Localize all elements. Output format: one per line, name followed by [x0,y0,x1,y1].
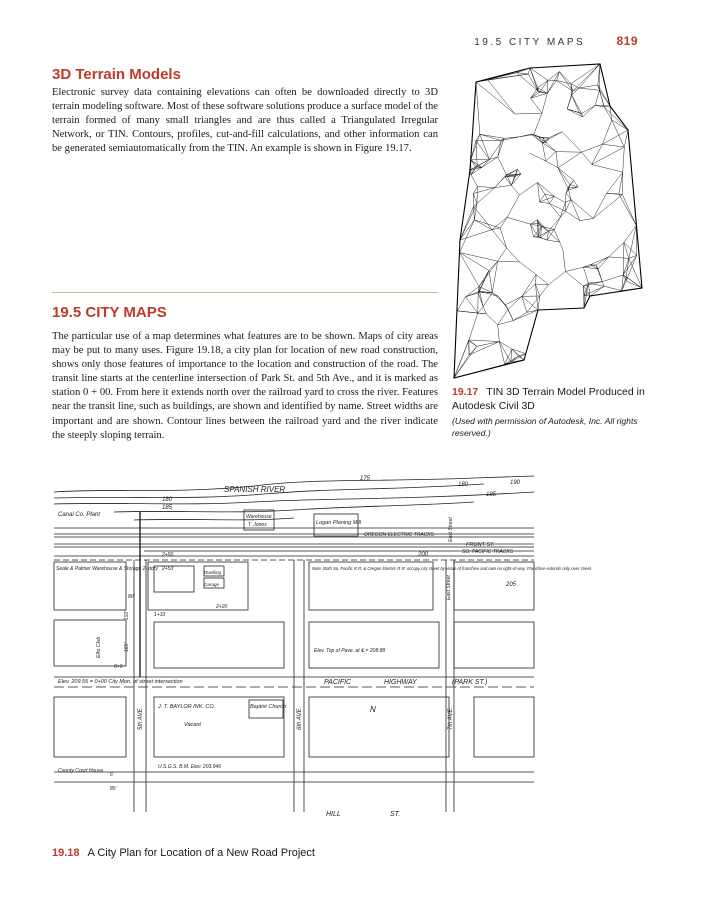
tin-edge [476,141,489,160]
dwelling-label: Dwelling [204,570,222,575]
tin-edge [602,120,611,144]
figure-19-18-title: A City Plan for Location of a New Road Project [87,847,315,859]
tin-edge [517,73,528,74]
tin-edge [584,295,590,296]
tin-edge [540,202,550,203]
tin-edge [478,293,483,307]
tin-edge [474,220,492,230]
figure-19-17-number: 19.17 [452,386,479,398]
tin-edge [579,88,600,90]
tin-edge [588,283,604,286]
tin-edge [475,159,489,167]
tin-edge [592,147,625,164]
tin-edge [483,307,486,314]
warehouse-label: Warehouse [246,514,272,520]
figure-19-18-number: 19.18 [52,847,80,859]
tin-edge [596,257,609,265]
tin-edge [487,80,514,114]
tin-edge [492,230,506,248]
section-divider [52,292,438,293]
tin-edge [606,172,622,193]
tin-edge [499,342,504,365]
contour-175-label: 175 [360,476,371,482]
tin-edge [471,175,478,187]
tin-edge [460,230,492,240]
tin-edge [582,105,596,113]
tin-edge [478,187,495,188]
tin-edge [595,90,599,105]
tin-edge [476,82,515,114]
tin-edge [588,282,602,283]
tin-edge [505,305,513,321]
tin-edge [538,80,548,87]
tin-edge [479,270,489,286]
station-1-33: 1+33 [154,612,166,618]
tin-edge [480,134,490,159]
section-title: 19.5 CITY MAPS [474,37,586,48]
tin-terrain-figure [450,60,646,378]
tin-edge [604,107,612,120]
tin-edge [492,293,498,297]
tin-edge [556,152,582,153]
tin-edge [531,92,540,98]
tin-edge [477,342,499,347]
tin-edge [508,296,522,309]
tin-edge [593,195,622,219]
tin-edge [547,80,548,93]
tin-edge [573,88,579,91]
page-number: 819 [616,34,638,48]
tin-edge [507,217,530,224]
tin-edge [563,249,566,271]
tin-edge [624,130,628,147]
contour-185-label: 185 [162,505,173,511]
planing-mill-label: Logan Planing Mill [316,520,361,526]
tin-edge [478,307,483,313]
park-st-label: (PARK ST.) [452,679,488,686]
tin-edge [554,196,565,202]
garage-label: Garage [204,582,220,587]
dim-85: 85' [110,786,117,792]
tin-edge [489,270,492,292]
tin-edge [558,168,568,188]
tin-edge [547,81,556,94]
hill-st-label: HILL [326,811,341,818]
station-2-53: 2+53 [162,566,174,572]
tin-edge [473,194,477,204]
tin-edge [515,113,542,114]
tin-edge [530,224,538,236]
tin-edge [604,107,628,130]
tin-edge [626,281,642,288]
east-street-label-2: East Street [446,575,452,600]
tin-edge [466,291,480,297]
tin-edge [602,144,624,147]
tin-edge [558,168,570,185]
tin-edge [583,267,588,283]
tin-edge [513,310,538,321]
tin-edge [469,346,477,355]
tin-edge [469,340,499,342]
elev-top-pave-label: Elev. Top of Pave. at ℄ = 208.88 [314,648,386,654]
tin-edge [530,224,533,237]
courthouse-label: County Court House [58,768,104,774]
tin-edge [535,284,548,285]
tin-edge [572,95,579,112]
figure-19-17-title: TIN 3D Terrain Model Produced in Autodesk Civil 3D [452,386,645,412]
contour-190-label: 190 [510,480,521,486]
tin-edge [565,272,583,287]
tin-edge [469,341,477,347]
tin-edge [530,153,546,161]
tin-edge [483,293,492,307]
tin-edge [590,257,609,265]
tin-edge [477,187,478,204]
tin-edge [623,258,629,275]
oregon-tracks-label: OREGON ELECTRIC TRACKS [364,532,435,538]
highway-label: HIGHWAY [384,679,417,686]
tin-edge [512,349,524,360]
tin-edge [604,286,622,290]
elks-club-label: Elks Club [96,636,102,658]
dim-150: 150' [124,610,130,620]
tin-edge [498,261,520,262]
tin-edge [558,152,582,168]
usgs-bm-label: U.S.G.S. B.M. Elev. 203.946 [158,764,221,770]
franchise-note: Note: Both So. Pacific R.R. & Oregon Electric R.R. occupy city street by virtue of franchise and own no right-of-way. Franchise extends only over street. [312,566,593,571]
tin-edge [531,98,542,113]
tin-edge [580,219,593,221]
st-label: ST. [390,811,401,818]
tin-edge [598,257,609,269]
tin-edge [520,262,537,275]
tin-edge [474,220,500,228]
tin-edge [582,144,603,152]
tin-edge [602,130,628,144]
seale-palmer-label: Seale & Palmer Warehouse & Storage 2-story [56,566,158,572]
tin-edge [500,217,507,228]
tin-edge [536,275,548,285]
contour-200-label: 200 [418,552,429,558]
tin-edge [498,325,500,342]
tin-edge [596,265,602,282]
tin-edge [562,132,581,153]
tin-edge [457,297,465,311]
station-2-50: 2+50 [162,552,174,558]
jones-label: T. Jones [248,522,267,528]
figure-19-18-caption [52,847,315,859]
elev-monument-label: Elev. 209.55 = 0+00 City Mon. of street intersection [58,679,183,685]
contour-185b-label: 185 [486,492,497,498]
tin-edge [471,160,476,167]
tin-edge [560,242,563,249]
tin-edge [466,287,480,297]
tin-edge [546,152,556,161]
tin-edge [547,72,559,94]
dim-80: 80' [128,594,135,600]
tin-edge [530,68,548,80]
map-river-label: SPANISH RIVER [224,485,286,494]
pacific-label: PACIFIC [324,679,352,686]
tin-edge [492,293,505,305]
tin-edge [623,242,624,275]
vacant-label: Vacant [184,722,201,728]
tin-edge [479,291,483,306]
tin-edge [500,228,506,248]
tin-edge [469,313,478,340]
tin-edge [567,95,572,109]
tin-edge [602,282,604,287]
tin-edge [498,157,507,175]
tin-edge [471,160,482,167]
tin-edge [602,275,623,282]
figure-19-17-credit: (Used with permission of Autodesk, Inc. All rights reserved.) [452,416,638,438]
tin-edge [609,257,629,259]
heading-terrain-models: 3D Terrain Models [52,66,181,83]
contour-205-label: 205 [506,582,517,588]
tin-edge [549,272,566,285]
tin-edge [609,242,624,256]
dim-165: 165' [124,642,130,652]
tin-edge [478,270,489,292]
sixth-ave-label: 6th AVE. [297,706,303,730]
tin-edge [495,185,511,187]
tin-edge [474,206,492,229]
tin-edge [583,105,596,117]
tin-edge [592,164,623,172]
tin-edge [570,180,574,184]
tin-edge [540,80,548,92]
tin-edge [511,185,519,195]
station-2-20: 2+20 [216,604,228,610]
tin-edge [556,152,558,168]
tin-edge [517,169,520,174]
tin-edge [566,199,571,211]
tin-edge [460,253,489,271]
tin-edge [513,312,527,320]
tin-edge [505,296,522,304]
canal-plant-label: Canal Co. Plant [58,512,101,518]
front-st-label: FRONT ST. [466,542,495,548]
tin-edge [522,296,538,310]
tin-edge [476,82,480,134]
heading-city-maps: 19.5 CITY MAPS [52,304,167,321]
tin-edge [582,152,592,164]
tin-edge [579,85,598,88]
tin-edge [549,203,560,217]
tin-edge [549,203,565,211]
tin-edge [504,137,519,139]
tin-edge [548,72,560,81]
tin-edge [558,168,574,181]
tin-edge [546,143,556,152]
tin-edge [559,72,572,92]
tin-edge [571,199,593,218]
tin-edge [499,342,510,362]
tin-edge [519,182,537,195]
contour-180-label: 180 [162,497,173,503]
tin-edge [542,132,562,143]
tin-edge [546,161,558,168]
tin-edge [593,193,606,218]
tin-edge [540,285,549,296]
tin-edge [623,147,625,172]
tin-edge [460,253,498,262]
tin-edge [542,143,545,161]
baptist-church-label: Baptist Church [250,704,287,710]
seventh-ave-label: 7th AVE. [448,706,454,730]
terrain-paragraph: Electronic survey data containing elevations can often be downloaded directly to 3D terrain modeling software. Most of these software solutions produce a surface model of the terrain formed of many small triangles and are thus called a Triangulated Irregular Network, or TIN. Contours, profiles, cut-and-fill calculations, and other information can be generated semiautomatically from the TIN. An example is shown in Figure 19.17. [52,87,438,155]
tin-edge [554,230,560,243]
figure-19-17-caption [452,385,664,439]
tin-edge [495,175,507,188]
tin-edge [545,194,550,203]
running-head [474,34,638,48]
tin-edge [507,248,520,262]
tin-edge [542,93,547,113]
tin-edge [486,314,497,325]
fifth-ave-label: 5th AVE. [138,706,144,730]
city-plan-figure [54,472,593,832]
station-0-0: 0+0 [114,664,123,670]
tin-edge [598,85,610,106]
tin-edge [565,267,583,271]
tin-edge [535,275,536,285]
tin-edge [479,261,498,286]
tin-edge [460,253,479,287]
north-arrow-label: N [370,705,376,714]
tin-edge [457,311,486,314]
tin-edge [583,267,598,269]
city-maps-paragraph: The particular use of a map determines what features are to be shown. Maps of city areas may be put to many uses. Figure 19.18, a city plan for location of new road construction, shows only those features of importance to the location and construction of the road. The transit line starts at the centerline intersection of Park St. and 5th Ave., and it is marked as station 0 + 00. From here it extends north over the railroad yard to cross the river. Features near the transit line, such as buildings, are shown and identified by name. Street widths are important and are shown. Contour lines between the railroad yard and the river indicate the steeply sloping terrain. [52,331,438,441]
tin-edge [572,88,579,95]
tin-edge [466,297,478,313]
tin-edge [559,72,571,84]
tin-edge [534,113,542,134]
tin-edge [565,193,566,203]
tin-edge [474,206,475,219]
tin-edge [489,138,504,159]
contour-180b-label: 180 [458,482,469,488]
tin-edge [507,195,519,217]
tin-edge [542,143,556,152]
dim-6: 6' [110,772,114,778]
tin-edge [471,160,477,166]
baylor-label: J. T. BAYLOR INK. CO. [158,704,216,710]
tin-edge [498,248,507,261]
sp-tracks-label: SO. PACIFIC TRACKS [462,549,514,555]
east-street-label: East Street [448,517,454,542]
